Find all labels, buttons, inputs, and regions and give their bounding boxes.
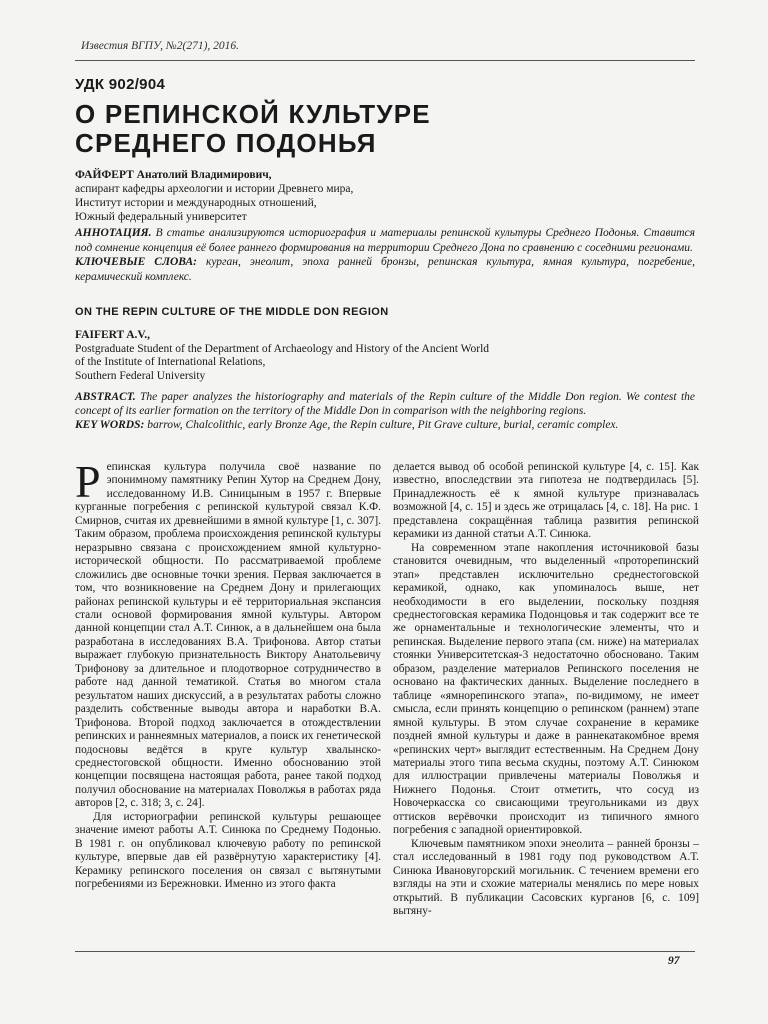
footer-divider bbox=[75, 951, 695, 952]
drop-cap: Р bbox=[75, 456, 101, 507]
body-column-left bbox=[75, 456, 381, 892]
body-paragraph: Для историографии репинской культуры решающее значение имеют работы А.Т. Синюка по Среднему Подонью. В 1981 г. он опубликовал ключевую работу по репинской культуре, впервые дав ей развёрнутую характеристику [4]. Керамику репинского поселения он связал с вытянутыми погребениями из Бережновки. Именно из этого факта bbox=[75, 810, 381, 891]
abstract-ru bbox=[75, 226, 695, 284]
keywords-label-en: KEY WORDS: bbox=[75, 419, 145, 431]
keywords-label-ru: КЛЮЧЕВЫЕ СЛОВА: bbox=[75, 256, 198, 268]
body-text: епинская культура получила своё название по эпонимному памятнику Репин Хутор на Среднем Дону, исследованному И.В. Синицыным в 1957 г. Впервые курганные погребения с репинской культурой связал К.Ф. Смирнов, считая их древнейшими в ямной культуре [1, с. 307]. Таким образом, проблема происхождения репинской культуры неразрывно связана с происхождением ямной культурно-исторической общности. По рассматриваемой проблеме сложились две основные точки зрения. Первая заключается в том, что возникновение на Среднем Дону и прилегающих районах репинской культуры и её территориальная экспансия стали основой формирования ямной культуры. Автором данной концепции стал А.Т. Синюк, а в дальнейшем она была разработана в исследованиях В.А. Трифонова. Автор статьи выражает глубокую признательность Виктору Анатольевичу Трифонову за длительное и плодотворное сотрудничество в работе над данной тематикой. Статья во многом стала результатом наших дискуссий, а в результатах работы сложно разделить собственные выводы автора и наработки В.А. Трифонова. Второй подход заключается в отождествлении репинских и раннеямных материалов, а поиск их генетической подосновы ведётся в круге культур хвалынско-среднестоговской общности. Именно обоснованию этой концепции посвящена настоящая работа, ранее такой подход получил обоснование на материалах Поволжья в работах ряда авторов [2, с. 318; 3, с. 24]. bbox=[75, 461, 381, 810]
body-column-right bbox=[393, 461, 699, 918]
keywords-paragraph-ru bbox=[75, 255, 695, 284]
body-paragraph bbox=[75, 456, 381, 811]
author-name-ru: ФАЙФЕРТ Анатолий Владимирович, bbox=[75, 169, 272, 181]
abstract-label-ru: АННОТАЦИЯ. bbox=[75, 227, 152, 239]
abstract-label-en: ABSTRACT. bbox=[75, 391, 136, 403]
article-title-en: ON THE REPIN CULTURE OF THE MIDDLE DON REGION bbox=[75, 306, 389, 318]
abstract-text-ru: В статье анализируются историография и материалы репинской культуры Среднего Подонья. Ставится под сомнение концепция её более раннего формирования на территории Среднего Дона по сравнению с соседними регионами. bbox=[75, 227, 695, 254]
header-divider bbox=[75, 60, 695, 61]
abstract-paragraph-ru bbox=[75, 226, 695, 255]
keywords-text-ru: курган, энеолит, эпоха ранней бронзы, репинская культура, ямная культура, погребение, керамический комплекс. bbox=[75, 256, 695, 283]
title-line-2: СРЕДНЕГО ПОДОНЬЯ bbox=[75, 128, 377, 158]
article-title bbox=[75, 100, 685, 158]
author-info-en bbox=[75, 329, 675, 383]
author-affiliation-line-en: Postgraduate Student of the Department of Archaeology and History of the Ancient World bbox=[75, 342, 490, 355]
author-affiliation-line: Институт истории и международных отношений, bbox=[75, 197, 317, 209]
author-affiliation-line: аспирант кафедры археологии и истории Древнего мира, bbox=[75, 183, 354, 195]
author-affiliation-line-en: of the Institute of International Relations, bbox=[75, 356, 266, 368]
journal-header: Известия ВГПУ, №2(271), 2016. bbox=[81, 40, 240, 52]
author-info-ru bbox=[75, 168, 675, 224]
abstract-paragraph-en bbox=[75, 390, 695, 418]
abstract-text-en: The paper analyzes the historiography and materials of the Repin culture of the Middle Don region. We contest the concept of its earlier formation on the territory of the Middle Don in comparison with the neighboring regions. bbox=[75, 391, 695, 417]
body-paragraph: Ключевым памятником эпохи энеолита – ранней бронзы – стал исследованный в 1981 году под руководством А.Т. Синюка Ивановугорский могильник. С течением времени его взгляды на эти и схожие материалы менялись по мере новых открытий. В публикации Сасовских курганов [6, с. 109] вытяну- bbox=[393, 837, 699, 917]
body-paragraph: На современном этапе накопления источниковой базы становится очевидным, что выделенный «проторепинский этап» представлен исключительно среднестоговской керамикой, однако, как упоминалось выше, нет необходимости в его выделении, поскольку поздняя среднестоговская керамика Подонцовья и так содержит все те же орнаментальные и технологические элементы, что и репинская. Выделение первого этапа (см. ниже) на материалах стоянки Университетская-3 недостаточно обосновано. Таким образом, разделение материалов Репинского поселения не основано на фактических данных. Выделение последнего в таблице «ямнорепинского этапа», по-видимому, не имеет смысла, если принять концепцию о репинском (раннем) этапе ямной культуры. В этом случае сохранение в керамике поздней ямной культуры и даже в раннекатакомбное время «репинских черт» выглядит естественным. На Среднем Дону материалы этого типа весьма скудны, поэтому А.Т. Синюком для иллюстрации привлечены материалы Поволжья и Нижнего Подонья. Стоит отметить, что сосуд из Новочеркасска со свисающими треугольниками из двух оттисков верёвочки происходит из типичного ямного погребения с западной ориентировкой. bbox=[393, 541, 699, 837]
body-paragraph: делается вывод об особой репинской культуре [4, с. 15]. Как известно, впоследствии эта гипотеза не подтвердилась [5]. Принадлежность её к ямной культуре признавалась возможной [4, с. 15] и здесь же отрицалась [4, с. 18]. На рис. 1 представлена сокращённая таблица развития репинской керамики из данной статьи А.Т. Синюка. bbox=[393, 461, 699, 541]
title-line-1: О РЕПИНСКОЙ КУЛЬТУРЕ bbox=[75, 99, 431, 129]
author-name-en: FAIFERT A.V., bbox=[75, 329, 151, 341]
udk-code: УДК 902/904 bbox=[75, 76, 166, 93]
author-affiliation-line-en: Southern Federal University bbox=[75, 369, 206, 382]
author-affiliation-line: Южный федеральный университет bbox=[75, 211, 247, 223]
page-number: 97 bbox=[668, 955, 680, 967]
keywords-paragraph-en bbox=[75, 418, 695, 432]
keywords-text-en: barrow, Chalcolithic, early Bronze Age, the Repin culture, Pit Grave culture, burial, ceramic complex. bbox=[144, 419, 619, 431]
abstract-en bbox=[75, 390, 695, 432]
